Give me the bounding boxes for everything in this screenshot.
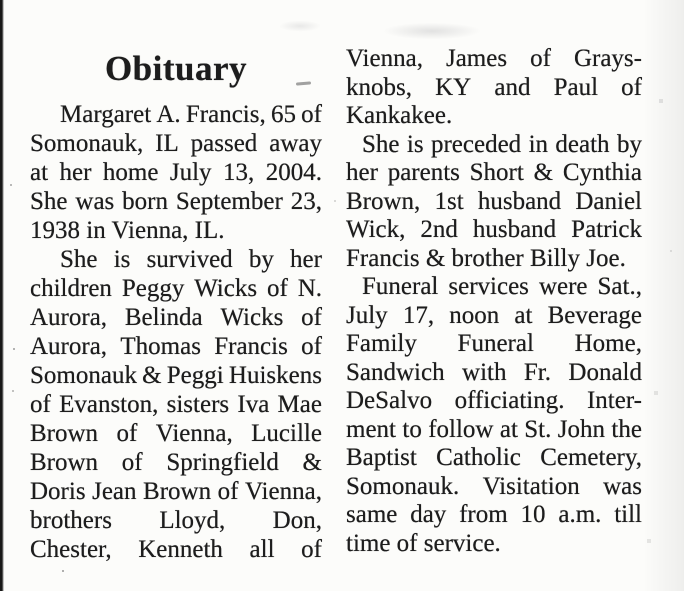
- text-line: She was born September 23,: [30, 188, 322, 215]
- text-line: of Evanston, sisters Iva Mae: [30, 391, 322, 418]
- text-line: same day from 10 a.m. till: [346, 501, 642, 528]
- right-column-text: [346, 44, 642, 557]
- text-line: Margaret A. Francis, 65 of: [60, 101, 322, 128]
- text-line: knobs, KY and Paul of: [346, 73, 642, 101]
- text-line: Somonauk, IL passed away: [30, 130, 322, 157]
- left-column-text: [30, 100, 322, 564]
- scan-speckle-artifacts: [0, 0, 2, 2]
- text-line: Brown of Vienna, Lucille: [30, 420, 322, 447]
- text-line: Aurora, Belinda Wicks of: [30, 304, 322, 331]
- text-line: Aurora, Thomas Francis of: [30, 333, 322, 360]
- text-line: Francis & brother Billy Joe.: [346, 244, 626, 272]
- text-line: brothers Lloyd, Don,: [30, 507, 322, 534]
- text-line: Wick, 2nd husband Patrick: [346, 216, 642, 243]
- text-line: She is survived by her: [60, 246, 322, 273]
- text-line: Vienna, James of Grays-: [346, 45, 642, 72]
- obituary-title: Obituary: [104, 49, 248, 88]
- text-line: 1938 in Vienna, IL.: [30, 217, 225, 244]
- text-line: Kankakee.: [346, 102, 453, 129]
- text-line: time of service.: [346, 529, 501, 557]
- text-line: Brown of Springfield &: [30, 449, 322, 476]
- text-line: Somonauk & Peggi Huiskens: [30, 362, 322, 389]
- scan-edge-artifact: [0, 0, 4, 591]
- text-line: Doris Jean Brown of Vienna,: [30, 478, 322, 505]
- left-column: [30, 47, 322, 564]
- text-line: her parents Short & Cynthia: [346, 159, 642, 186]
- right-column: [346, 44, 642, 557]
- text-line: Baptist Catholic Cemetery,: [346, 444, 642, 471]
- text-line: at her home July 13, 2004.: [30, 159, 322, 186]
- text-line: ment to follow at St. John the: [346, 415, 642, 443]
- text-line: children Peggy Wicks of N.: [30, 275, 322, 302]
- text-line: Somonauk. Visitation was: [346, 472, 642, 500]
- text-line: July 17, noon at Beverage: [346, 301, 642, 329]
- text-line: Funeral services were Sat.,: [362, 273, 642, 300]
- text-line: Family Funeral Home,: [346, 330, 642, 357]
- text-line: Brown, 1st husband Daniel: [346, 187, 642, 215]
- text-line: Sandwich with Fr. Donald: [346, 358, 642, 386]
- text-line: DeSalvo officiating. Inter-: [346, 387, 642, 414]
- text-line: Chester, Kenneth all of: [30, 536, 322, 563]
- text-line: She is preceded in death by: [362, 130, 642, 158]
